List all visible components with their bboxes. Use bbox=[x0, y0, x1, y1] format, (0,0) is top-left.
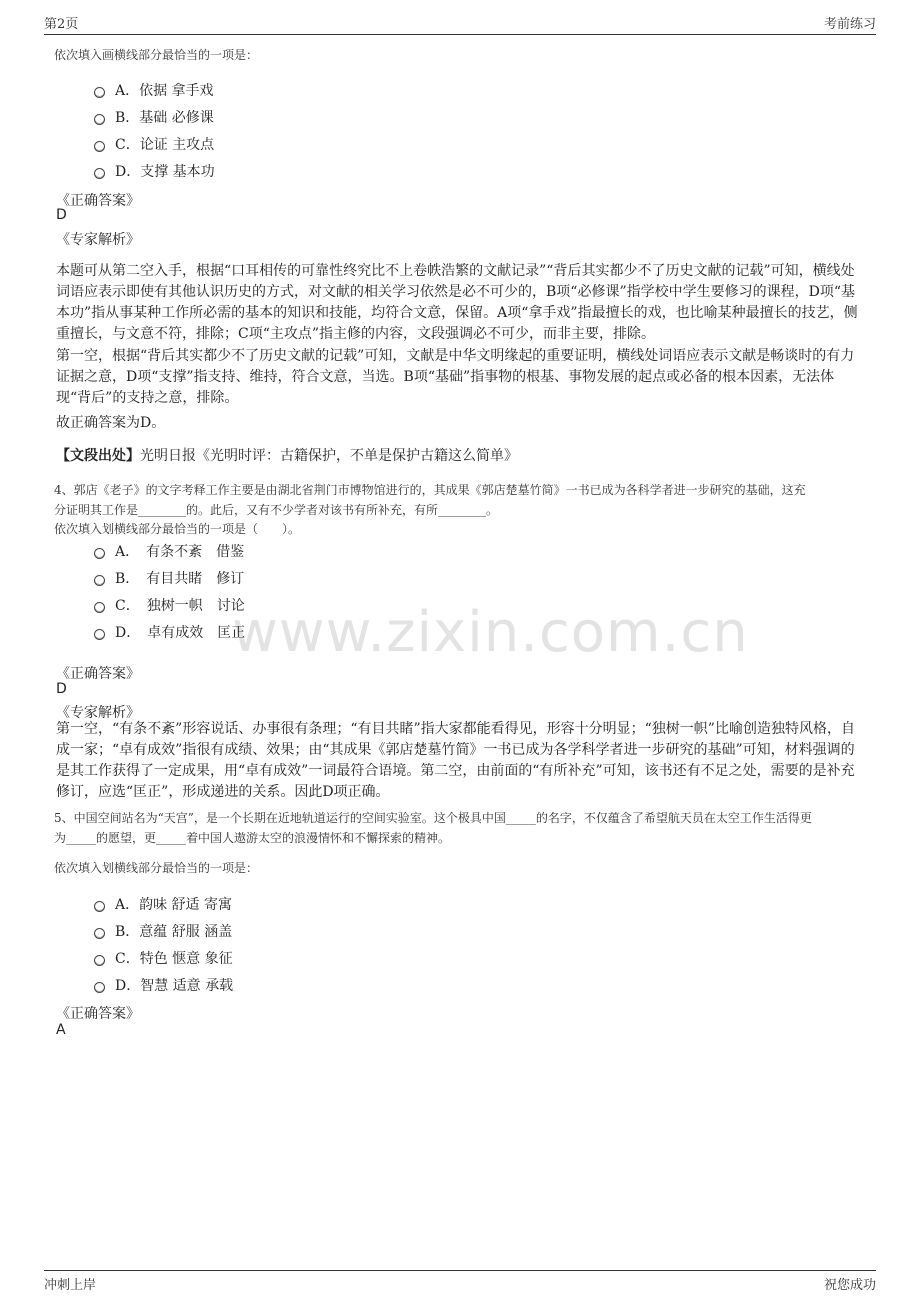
q5-option-c[interactable] bbox=[94, 948, 233, 968]
q3-prompt: 依次填入画横线部分最恰当的一项是： bbox=[54, 48, 259, 62]
radio-icon[interactable] bbox=[94, 901, 105, 912]
source-text: 光明日报《光明时评：古籍保护，不单是保护古籍这么简单》 bbox=[140, 448, 518, 464]
radio-icon[interactable] bbox=[94, 928, 105, 939]
q5-option-a[interactable] bbox=[94, 894, 232, 914]
q3-answer: D bbox=[56, 207, 67, 223]
q4-option-d[interactable] bbox=[94, 622, 245, 642]
footer-right-text: 祝您成功 bbox=[823, 1278, 876, 1293]
q5-answer: A bbox=[56, 1022, 66, 1038]
q3-analysis-para3: 故正确答案为D。 bbox=[56, 415, 166, 431]
option-label: D． 卓有成效 匡正 bbox=[115, 625, 246, 641]
radio-icon[interactable] bbox=[94, 548, 105, 559]
q4-stem-line1: 4、郭店《老子》的文字考释工作主要是由湖北省荆门市博物馆进行的，其成果《郭店楚墓竹简》一书已成为各科学者进一步研究的基础，这充 bbox=[54, 483, 806, 497]
q4-option-c[interactable] bbox=[94, 595, 245, 615]
q3-option-c[interactable] bbox=[94, 134, 214, 154]
option-label: A．依据 拿手戏 bbox=[115, 83, 214, 99]
radio-icon[interactable] bbox=[94, 602, 105, 613]
source-label: 【文段出处】 bbox=[56, 448, 140, 464]
q4-prompt: 依次填入划横线部分最恰当的一项是（ ）。 bbox=[54, 522, 301, 536]
q3-answer-label: 《正确答案》 bbox=[56, 193, 140, 209]
radio-icon[interactable] bbox=[94, 114, 105, 125]
q4-analysis: 第一空，“有条不紊”形容说话、办事很有条理；“有目共睹”指大家都能看得见，形容十分明显；“独树一帜”比喻创造独特风格，自成一家；“卓有成效”指很有成绩、效果；由“其成果《郭店楚墓竹简》一书已成为各学科学者进一步研究的基础”可知，材料强调的是其工作获得了一定成果，用“卓有成效”一词最符合语境。第二空，由前面的“有所补充”可知，该书还有不足之处，需要的是补充修订，应选“匡正”，形成递进的关系。因此D项正确。 bbox=[56, 721, 855, 800]
option-label: A． 有条不紊 借鉴 bbox=[115, 544, 245, 560]
option-label: C． 独树一帜 讨论 bbox=[115, 598, 245, 614]
radio-icon[interactable] bbox=[94, 141, 105, 152]
page-header bbox=[44, 10, 876, 35]
q4-answer: D bbox=[56, 681, 67, 697]
q5-stem-line1: 5、中国空间站名为“天宫”，是一个长期在近地轨道运行的空间实验室。这个极具中国_____的名字，不仅蕴含了希望航天员在太空工作生活得更 bbox=[54, 811, 812, 825]
q3-option-d[interactable] bbox=[94, 161, 215, 181]
radio-icon[interactable] bbox=[94, 629, 105, 640]
q4-option-b[interactable] bbox=[94, 568, 244, 588]
q4-stem bbox=[54, 480, 874, 520]
q4-stem-line2: 分证明其工作是________的。此后，又有不少学者对该书有所补充，有所________。 bbox=[54, 503, 499, 517]
option-label: B．意蕴 舒服 涵盖 bbox=[115, 924, 233, 940]
option-label: B．基础 必修课 bbox=[115, 110, 214, 126]
q3-source bbox=[56, 446, 518, 467]
footer-left-text: 冲刺上岸 bbox=[44, 1278, 97, 1293]
page-number: 第2页 bbox=[44, 17, 79, 32]
q4-analysis-label: 《专家解析》 bbox=[56, 705, 140, 721]
radio-icon[interactable] bbox=[94, 982, 105, 993]
radio-icon[interactable] bbox=[94, 87, 105, 98]
radio-icon[interactable] bbox=[94, 955, 105, 966]
q5-stem bbox=[54, 808, 874, 848]
q5-option-b[interactable] bbox=[94, 921, 232, 941]
watermark: www.zixin.com.cn bbox=[232, 600, 749, 665]
q5-prompt: 依次填入划横线部分最恰当的一项是： bbox=[54, 861, 259, 875]
q5-answer-label: 《正确答案》 bbox=[56, 1006, 140, 1022]
option-label: C．特色 惬意 象征 bbox=[115, 951, 233, 967]
q3-option-b[interactable] bbox=[94, 107, 214, 127]
radio-icon[interactable] bbox=[94, 575, 105, 586]
q4-answer-label: 《正确答案》 bbox=[56, 666, 140, 682]
option-label: C．论证 主攻点 bbox=[115, 137, 215, 153]
q4-option-a[interactable] bbox=[94, 541, 244, 561]
header-title: 考前练习 bbox=[823, 17, 876, 32]
option-label: D．智慧 适意 承载 bbox=[115, 978, 234, 994]
q5-option-d[interactable] bbox=[94, 975, 233, 995]
q3-analysis-para2: 第一空，根据“背后其实都少不了历史文献的记载”可知，文献是中华文明缘起的重要证明，横线处词语应表示文献是畅谈时的有力证据之意，D项“支撑”指支持、维持，符合文意，当选。B项“基础”指事物的根基、事物发展的起点或必备的根本因素，无法体现“背后”的支持之意，排除。 bbox=[56, 348, 855, 406]
q3-analysis-label: 《专家解析》 bbox=[56, 232, 140, 248]
q3-analysis-para1: 本题可从第二空入手，根据“口耳相传的可靠性终究比不上卷帙浩繁的文献记录”“背后其实都少不了历史文献的记载”可知，横线处词语应表示即使有其他认识历史的方式，对文献的相关学习依然是必不可少的，B项“必修课”指学校中学生要修习的课程，D项“基本功”指从事某种工作所必需的基本的知识和技能，均符合文意，保留。A项“拿手戏”指最擅长的戏，也比喻某种最擅长的技艺，侧重擅长，与文意不符，排除；C项“主攻点”指主修的内容，文段强调必不可少，而非主要，排除。 bbox=[56, 263, 858, 342]
page-footer bbox=[44, 1270, 876, 1293]
q5-stem-line2: 为_____的愿望，更_____着中国人遨游太空的浪漫情怀和不懈探索的精神。 bbox=[54, 831, 451, 845]
option-label: A．韵味 舒适 寄寓 bbox=[115, 897, 233, 913]
radio-icon[interactable] bbox=[94, 168, 105, 179]
option-label: B． 有目共睹 修订 bbox=[115, 571, 245, 587]
q3-option-a[interactable] bbox=[94, 80, 214, 100]
option-label: D．支撑 基本功 bbox=[115, 164, 215, 180]
